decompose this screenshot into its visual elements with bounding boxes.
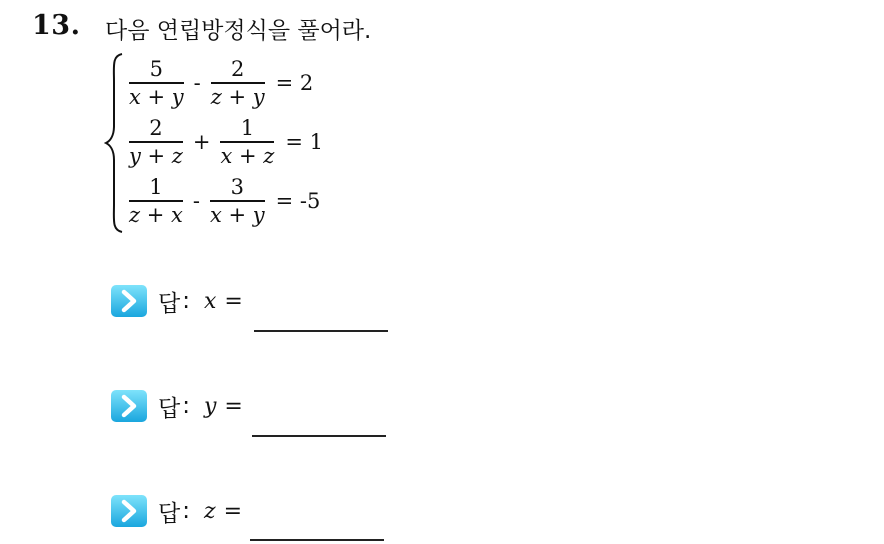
right-hand-side: = 1 — [285, 130, 323, 154]
chevron-right-icon — [110, 389, 148, 423]
left-brace — [104, 52, 126, 234]
denominator: z + x — [129, 202, 183, 227]
equation-2 — [126, 113, 323, 171]
answer-label: 답 — [158, 500, 181, 527]
right-hand-side: = 2 — [275, 71, 314, 95]
numerator: 1 — [240, 116, 255, 141]
chevron-right-icon — [110, 284, 148, 318]
answer-label: 답 — [158, 395, 181, 422]
answer-variable: z — [203, 498, 216, 524]
fraction — [126, 174, 186, 228]
denominator: y + z — [129, 143, 183, 168]
numerator: 2 — [149, 116, 163, 141]
answer-label: 답 — [158, 290, 181, 317]
answer-equals: = — [224, 288, 243, 314]
question-text: 다음 연립방정식을 풀어라. — [105, 18, 372, 44]
denominator: x + y — [129, 84, 184, 109]
answer-colon: : — [182, 393, 190, 419]
answer-blank-y[interactable] — [252, 435, 386, 437]
answer-colon: : — [182, 288, 190, 314]
fraction — [208, 56, 268, 110]
equation-system — [104, 52, 364, 234]
operator: - — [193, 71, 201, 95]
answer-equals: = — [224, 393, 243, 419]
numerator: 3 — [230, 175, 244, 200]
denominator: z + y — [210, 84, 265, 109]
denominator: x + z — [220, 143, 275, 168]
answer-blank-z[interactable] — [250, 539, 384, 541]
answer-row-x — [110, 284, 243, 318]
question-number: 13. — [32, 10, 81, 41]
fraction — [207, 174, 268, 228]
fraction — [126, 56, 187, 110]
operator: - — [192, 189, 200, 213]
denominator: x + y — [209, 202, 265, 227]
numerator: 2 — [231, 57, 245, 82]
chevron-right-icon — [110, 494, 148, 528]
equation-3 — [126, 172, 320, 230]
answer-blank-x[interactable] — [254, 330, 388, 332]
answer-equals: = — [223, 498, 242, 524]
answer-variable: x — [203, 288, 217, 314]
equation-1 — [126, 54, 313, 112]
numerator: 5 — [149, 57, 164, 82]
operator: + — [192, 130, 211, 154]
right-hand-side: = -5 — [275, 189, 321, 213]
answer-colon: : — [182, 498, 190, 524]
fraction — [126, 115, 186, 169]
answer-variable: y — [203, 393, 217, 419]
fraction — [217, 115, 277, 169]
answer-row-y — [110, 389, 243, 423]
numerator: 1 — [149, 175, 163, 200]
answer-row-z — [110, 494, 242, 528]
